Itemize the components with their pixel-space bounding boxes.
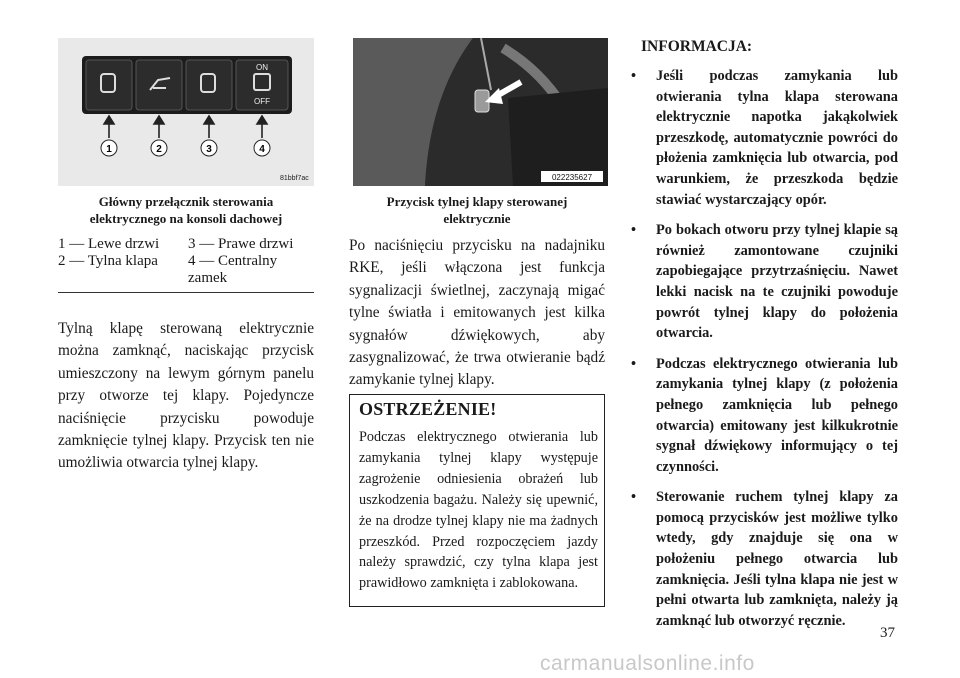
overhead-console-switch-figure: [58, 38, 314, 186]
page-number: 37: [880, 625, 895, 641]
liftgate-switch: [136, 60, 182, 110]
left-door-switch: [86, 60, 132, 110]
callout-2: 2: [156, 144, 162, 155]
callout-3: 3: [206, 144, 212, 155]
callout-4: 4: [259, 144, 265, 155]
switch-on-label: ON: [256, 63, 268, 72]
liftgate-button-figure: [353, 38, 608, 186]
warning-text: Podczas elektrycznego otwierania lub zamykania tylnej klapy występuje zagrożenie odniesienia obrażeń lub uszkodzenia bagażu. Należy się upewnić, że na drodze tylnej klapy nie ma żadnych przeszkód. Przed rozpoczęciem jazdy należy sprawdzić, czy tylna klapa jest prawidłowo zamknięta i zablokowana.: [359, 429, 598, 592]
legend-divider: [58, 292, 314, 293]
liftgate-close-paragraph: Tylną klapę sterowaną elektrycznie można zamknąć, naciskając przycisk umieszczony na lewym górnym panelu przy otworze tej klapy. Pojedyncze naciśnięcie przycisku powoduje zamknięcie tylnej klapy. Przycisk ten nie umożliwia otwarcia tylnej klapy.: [58, 320, 314, 472]
right-door-switch: [186, 60, 232, 110]
warning-box: [349, 394, 605, 607]
switch-off-label: OFF: [254, 97, 270, 106]
info-item: • Po bokach otworu przy tylnej klapie są również zamontowane czujniki zapobiegające przytrzaśnięciu. Nawet lekki nacisk na te czujniki powoduje powrót tylnej klapy do położenia otwarcia.: [631, 222, 898, 342]
callout-legend: 1 — Lewe drzwi 3 — Prawe drzwi 2 — Tylna klapa 4 — Centralny zamek: [58, 236, 294, 286]
figure1-caption: Główny przełącznik sterowania elektrycznego na konsoli dachowej: [89, 194, 283, 226]
warning-title: OSTRZEŻENIE!: [359, 399, 497, 419]
figure2-caption: Przycisk tylnej klapy sterowanej elektrycznie: [386, 194, 568, 226]
info-list: [626, 66, 898, 641]
callout-1: 1: [106, 144, 112, 155]
figure2-code: 022235627: [551, 173, 593, 182]
figure1-code: 81bbf7ac: [280, 175, 309, 182]
info-heading: INFORMACJA:: [641, 38, 753, 55]
rke-paragraph: Po naciśnięciu przycisku na nadajniku RKE, jeśli włączona jest funkcja sygnalizacji świetlnej, zaczynają migać tylne światła i emitowanych jest kilka sygnałów dźwiękowych, aby zasygnalizować, że trwa otwieranie bądź zamykanie tylnej klapy.: [349, 237, 605, 389]
watermark: carmanualsonline.info: [540, 652, 755, 675]
info-item: • Podczas elektrycznego otwierania lub zamykania tylnej klapy (z położenia pełnego zamknięcia lub pełnego otwarcia) emitowany jest kilkukrotnie sygnał dźwiękowy informujący o tej czynności.: [631, 355, 898, 475]
info-item: • Sterowanie ruchem tylnej klapy za pomocą przycisków jest możliwe tylko wtedy, gdy znajduje się ona w położeniu pełnego otwarcia lub zamknięcia. Jeśli tylna klapa nie jest w pełni otwarta lub zamknięta, należy ją zamknąć lub otworzyć ręcznie.: [631, 489, 898, 629]
info-item: • Jeśli podczas zamykania lub otwierania tylna klapa sterowana elektrycznie napotka jakąkolwiek przeszkodę, automatycznie powróci do płożenia zamknięcia lub otwarcia, pod warunkiem, że przeszkoda będzie stawiać wystarczający opór.: [631, 68, 898, 208]
